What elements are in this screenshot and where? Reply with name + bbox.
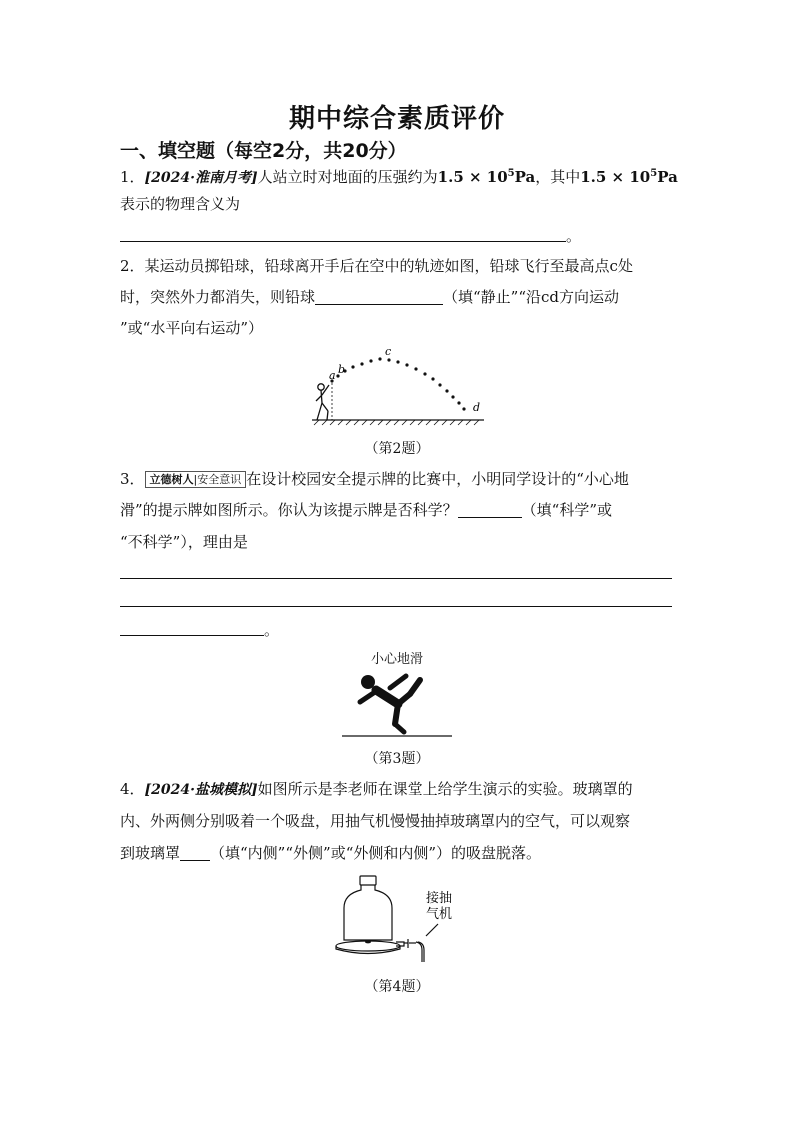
label-d: d xyxy=(473,401,481,414)
q3-caption: （第3题） xyxy=(364,751,430,767)
q4-text-3a: 到玻璃罩 xyxy=(120,844,181,862)
q2-answer-blank[interactable] xyxy=(315,290,443,305)
shot-put-figure xyxy=(308,345,488,430)
q3-text-1: 在设计校园安全提示牌的比赛中，小明同学设计的“小心地 xyxy=(246,470,629,488)
bell-jar-figure xyxy=(330,872,470,968)
q3-tag-main: 立德树人 xyxy=(149,473,194,486)
q4-line3 xyxy=(120,843,541,863)
q3-line1 xyxy=(120,469,629,489)
q3-tag-sub: 安全意识 xyxy=(197,473,242,486)
q3-answer-blank-1[interactable] xyxy=(458,503,522,518)
label-b: b xyxy=(338,363,346,376)
q1-number: 1． xyxy=(120,168,145,186)
suction-cup-icon xyxy=(365,941,371,944)
pump-label-1: 接抽 xyxy=(426,891,453,906)
slippery-sign-figure xyxy=(340,668,454,740)
q3-answer-line-3[interactable] xyxy=(120,635,264,636)
q1-text-a: 人站立时对地面的压强约为 xyxy=(257,168,438,186)
q2-text-a: 时，突然外力都消失，则铅球 xyxy=(120,288,316,306)
sign-text: 小心地滑 xyxy=(370,652,423,667)
q3-answer-line-2[interactable] xyxy=(120,606,672,607)
q4-number: 4． xyxy=(120,780,145,798)
q3-text-2a: 滑”的提示牌如图所示。你认为该提示牌是否科学？ xyxy=(120,501,458,519)
q3-line3: “不科学”），理由是 xyxy=(120,533,248,551)
page-title: 期中综合素质评价 xyxy=(288,104,505,134)
q4-line2: 内、外两侧分别吸着一个吸盘，用抽气机慢慢抽掉玻璃罩内的空气，可以观察 xyxy=(120,812,631,830)
q2-line3: ”或“水平向右运动”） xyxy=(120,319,264,337)
q4-source: [2024·盐城模拟] xyxy=(144,782,258,798)
q3-tag: 立德树人|安全意识 xyxy=(145,471,247,488)
q4-answer-blank[interactable] xyxy=(180,846,210,861)
q1-text-b: ，其中 xyxy=(535,168,581,186)
q3-text-2b: （填“科学”或 xyxy=(521,501,613,519)
q3-number: 3． xyxy=(120,470,145,488)
q3-line2 xyxy=(120,500,612,520)
q1-line2: 表示的物理含义为 xyxy=(120,195,241,213)
q1-formula: 1.5 × 10 xyxy=(437,168,508,186)
label-c: c xyxy=(385,345,392,358)
q2-caption: （第2题） xyxy=(364,441,430,457)
q4-line1 xyxy=(120,779,633,800)
pump-label-2: 气机 xyxy=(426,907,453,922)
slipping-person-icon xyxy=(360,675,420,732)
q1-source: [2024·淮南月考] xyxy=(144,170,258,186)
q1-exponent: 5 xyxy=(507,168,515,179)
q1-line1 xyxy=(120,164,678,188)
q4-caption: （第4题） xyxy=(364,979,430,995)
q2-text-b: （填“静止”“沿cd方向运动 xyxy=(443,288,620,306)
q2-line1: 2．某运动员掷铅球，铅球离开手后在空中的轨迹如图，铅球飞行至最高点c处 xyxy=(120,257,633,275)
q3-answer-line-1[interactable] xyxy=(120,578,672,579)
q3-end: 。 xyxy=(264,621,280,639)
q4-text-3b: （填“内侧”“外侧”或“外侧和内侧”）的吸盘脱落。 xyxy=(210,844,542,862)
q1-unit-2: Pa xyxy=(657,168,678,186)
q1-answer-blank[interactable] xyxy=(120,241,566,242)
q4-text-1: 如图所示是李老师在课堂上给学生演示的实验。玻璃罩的 xyxy=(257,780,633,798)
q1-exponent-2: 5 xyxy=(650,168,658,179)
athlete-icon xyxy=(316,384,329,420)
q2-line2 xyxy=(120,287,619,307)
q1-unit: Pa xyxy=(514,168,536,186)
q1-formula-2: 1.5 × 10 xyxy=(580,168,651,186)
q1-end: 。 xyxy=(566,227,582,245)
section-heading: 一、填空题（每空2分，共20分） xyxy=(120,140,407,162)
label-a: a xyxy=(329,369,336,382)
